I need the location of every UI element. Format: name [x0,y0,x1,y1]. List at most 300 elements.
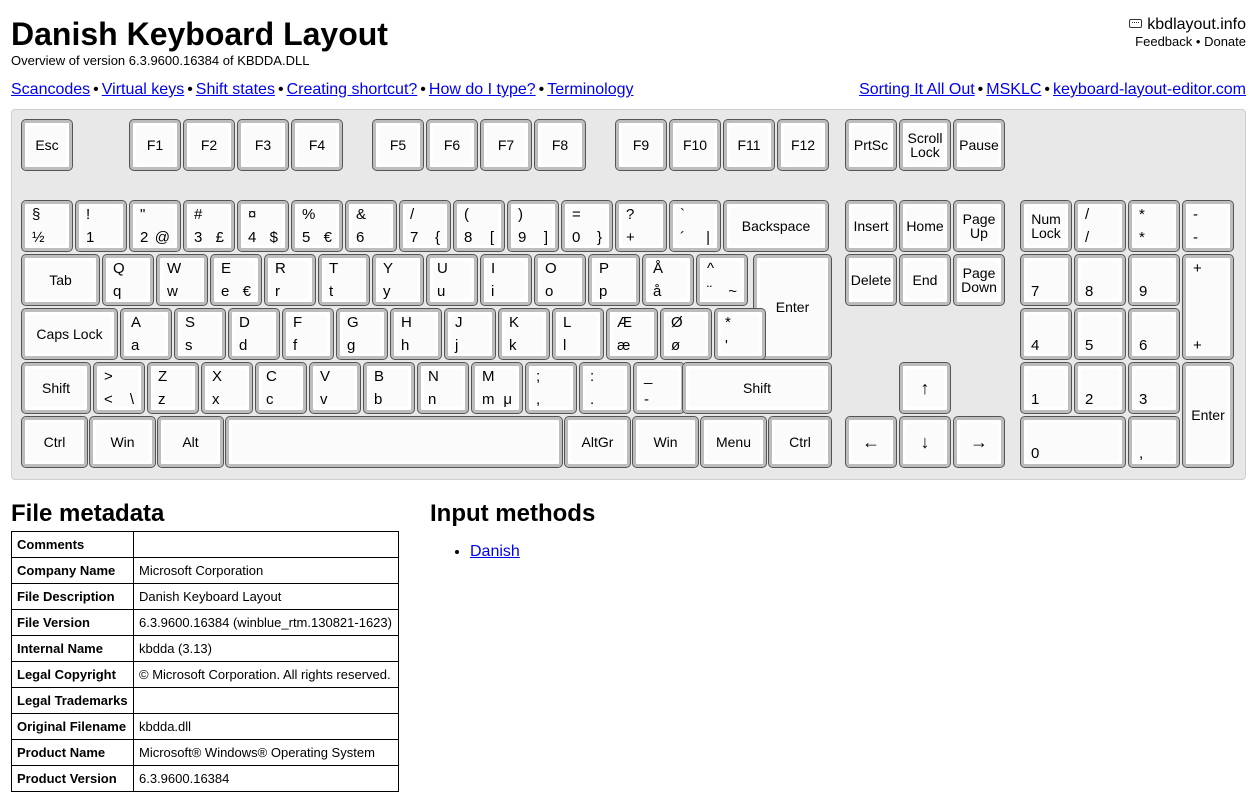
table-row [12,558,399,584]
bullet-separator: • [1044,81,1051,98]
key-7[interactable] [399,200,451,252]
key-legend-br: μ [503,391,512,408]
nav-link-virtual-keys[interactable]: Virtual keys [101,81,185,98]
key-aring[interactable] [642,254,694,306]
key-i[interactable] [480,254,532,306]
key-b[interactable] [363,362,415,414]
key-legend-tl: D [239,314,250,331]
key-f3[interactable] [237,119,289,171]
key-legend-tl: M [482,368,495,385]
key-legend-bl: 5 [302,229,311,246]
key-lt[interactable] [93,362,145,414]
key-legend: 9 [1139,283,1148,300]
key-legend-tl: F [293,314,303,331]
file-metadata-heading: File metadata [11,500,165,527]
key-f6[interactable] [426,119,478,171]
nav-link-shift-states[interactable]: Shift states [195,81,275,98]
key-numpad-add[interactable] [1182,254,1234,360]
key-legend-bl: g [347,337,356,354]
key-d[interactable] [228,308,280,360]
key-arrow-left[interactable] [845,416,897,468]
key-legend: Caps Lock [36,326,103,342]
bullet-separator: • [538,81,545,98]
key-legend-br: { [434,229,440,246]
key-left-shift[interactable] [21,362,91,414]
site-links [1129,33,1246,50]
key-legend: Insert [853,218,889,234]
keyboard-icon [1129,19,1142,28]
key-legend-tl: P [599,260,610,277]
key-f10[interactable] [669,119,721,171]
table-row [12,740,399,766]
key-legend-bl: ´ [680,229,685,246]
key-alt[interactable] [157,416,224,468]
bullet-separator: • [420,81,426,98]
key-legend-bl: å [653,283,662,300]
key-pause[interactable] [953,119,1005,171]
key-numpad-3[interactable] [1128,362,1180,414]
key-legend-bl: n [428,391,437,408]
key-c[interactable] [255,362,307,414]
key-legend-bl: æ [617,337,631,354]
table-row [12,766,399,792]
key-legend-bl: f [293,337,298,354]
key-legend-bl: z [158,391,166,408]
key-legend: Shift [41,380,70,396]
key-legend-tl: Y [383,260,394,277]
key-legend-bl: a [131,337,140,354]
arrow-up-icon: ↑ [920,378,930,398]
key-menu[interactable] [700,416,767,468]
metadata-value [134,532,399,558]
key-cap-face [232,423,556,461]
key-r[interactable] [264,254,316,306]
key-m[interactable] [471,362,523,414]
site-name[interactable]: kbdlayout.info [1147,16,1246,33]
key-numpad-enter[interactable] [1182,362,1234,468]
key-legend: , [1139,445,1144,462]
key-left-ctrl[interactable] [21,416,88,468]
site-brand[interactable] [1129,16,1246,33]
key-legend-tl: A [131,314,142,331]
key-f9[interactable] [615,119,667,171]
key-right-shift[interactable] [682,362,832,414]
metadata-value: Danish Keyboard Layout [134,584,399,610]
key-legend-tl: Å [653,260,664,277]
key-legend-bl: m [482,391,495,408]
key-legend-bl: h [401,337,410,354]
key-f5[interactable] [372,119,424,171]
key-arrow-right[interactable] [953,416,1005,468]
key-legend-tl: R [275,260,286,277]
key-oslash[interactable] [660,308,712,360]
key-section[interactable] [21,200,73,252]
key-ae[interactable] [606,308,658,360]
key-home[interactable] [899,200,951,252]
key-legend: Menu [715,434,752,450]
key-legend-tl: : [590,368,595,385]
key-legend-tl: L [563,314,572,331]
key-legend-tl: C [266,368,277,385]
key-legend-tl: = [572,206,581,223]
key-legend-bl: y [383,283,391,300]
key-legend: + [1193,337,1202,354]
key-p[interactable] [588,254,640,306]
key-o[interactable] [534,254,586,306]
nav-left [11,80,634,100]
key-prtsc[interactable] [845,119,897,171]
key-h[interactable] [390,308,442,360]
key-numpad-5[interactable] [1074,308,1126,360]
key-legend: F9 [632,137,650,153]
key-legend: Page Down [961,265,997,295]
nav-link-terminology[interactable]: Terminology [547,81,634,98]
key-legend-bl: + [626,229,635,246]
arrow-down-icon: ↓ [920,432,930,452]
key-6[interactable] [345,200,397,252]
key-legend: Tab [49,272,72,288]
metadata-key: File Version [12,610,134,636]
key-legend: Win [653,434,678,450]
table-row [12,610,399,636]
key-numpad-9[interactable] [1128,254,1180,306]
key-4[interactable] [237,200,289,252]
key-legend-tl: % [302,206,316,223]
key-left-win[interactable] [89,416,156,468]
key-legend-tl: ) [518,206,523,223]
input-methods-heading: Input methods [430,500,596,527]
key-legend-bl: 2 [140,229,149,246]
key-5[interactable] [291,200,343,252]
metadata-key: Product Name [12,740,134,766]
key-comma[interactable] [525,362,577,414]
key-legend-tl: # [194,206,203,223]
key-numpad-decimal[interactable] [1128,416,1180,468]
key-legend-br: | [706,229,710,246]
key-legend: F3 [254,137,272,153]
metadata-key: File Description [12,584,134,610]
key-numpad-0[interactable] [1020,416,1126,468]
key-num-lock[interactable] [1020,200,1072,252]
input-methods-list [430,542,520,562]
key-legend: Backspace [741,218,811,234]
key-legend: - [1193,229,1198,246]
key-legend: F12 [790,137,816,153]
key-legend: Ctrl [43,434,66,450]
nav-link-how-do-i-type[interactable]: How do I type? [428,81,536,98]
key-numpad-multiply[interactable] [1128,200,1180,252]
key-legend-tl: S [185,314,196,331]
key-legend: F10 [682,137,708,153]
key-e[interactable] [210,254,262,306]
key-numpad-subtract[interactable] [1182,200,1234,252]
key-f7[interactable] [480,119,532,171]
key-legend: End [912,272,938,288]
key-g[interactable] [336,308,388,360]
nav-link-keyboard-layout-editor[interactable]: keyboard-layout-editor.com [1053,81,1246,98]
key-legend-bl: 7 [410,229,419,246]
table-row [12,532,399,558]
bullet-separator: • [93,81,99,98]
key-9[interactable] [507,200,559,252]
key-legend: Alt [182,434,199,450]
key-page-up[interactable] [953,200,1005,252]
key-legend: F5 [389,137,407,153]
key-numpad-7[interactable] [1020,254,1072,306]
key-legend: F8 [551,137,569,153]
key-legend: Num Lock [1031,211,1061,241]
key-caps-lock[interactable] [21,308,118,360]
key-w[interactable] [156,254,208,306]
key-legend-tl: V [320,368,331,385]
key-backspace[interactable] [723,200,829,252]
key-legend-tl: Q [113,260,125,277]
donate-link[interactable]: Donate [1204,34,1246,49]
nav-right [859,80,1246,100]
key-legend-tl: Z [158,368,168,385]
key-numpad-1[interactable] [1020,362,1072,414]
key-tab[interactable] [21,254,100,306]
key-delete[interactable] [845,254,897,306]
key-legend-bl: . [590,391,595,408]
table-row [12,714,399,740]
key-v[interactable] [309,362,361,414]
metadata-value: Microsoft Corporation [134,558,399,584]
key-legend-bl: 0 [572,229,581,246]
bullet-separator: • [187,81,193,98]
key-end[interactable] [899,254,951,306]
key-legend: F2 [200,137,218,153]
key-z[interactable] [147,362,199,414]
key-legend: Home [906,218,944,234]
key-arrow-down[interactable] [899,416,951,468]
key-acute[interactable] [669,200,721,252]
nav-link-scancodes[interactable]: Scancodes [11,81,91,98]
key-apostrophe[interactable] [714,308,766,360]
key-legend: * [1139,229,1145,246]
keyboard-diagram [11,109,1246,480]
metadata-key: Comments [12,532,134,558]
key-legend: F1 [146,137,164,153]
key-legend-tl: N [428,368,439,385]
key-q[interactable] [102,254,154,306]
key-1[interactable] [75,200,127,252]
key-f11[interactable] [723,119,775,171]
key-legend: AltGr [581,434,614,450]
list-item [470,542,520,562]
key-page-down[interactable] [953,254,1005,306]
key-legend-tl: J [455,314,463,331]
key-legend: F11 [737,137,761,153]
metadata-value: kbdda.dll [134,714,399,740]
key-x[interactable] [201,362,253,414]
key-legend-tl: & [356,206,367,223]
key-legend-tl: ¤ [248,206,257,223]
key-legend: 1 [1031,391,1040,408]
arrow-right-icon: → [970,432,988,452]
key-legend-bl: < [104,391,113,408]
key-legend-tl: U [437,260,448,277]
key-legend: PrtSc [853,137,889,153]
key-legend-br: € [323,229,332,246]
key-legend-tl: § [32,206,41,223]
key-a[interactable] [120,308,172,360]
key-legend: Esc [35,137,59,153]
table-row [12,662,399,688]
key-legend: Win [110,434,135,450]
key-legend: 7 [1031,283,1040,300]
key-legend-bl: v [320,391,328,408]
key-legend-tl: " [140,206,146,223]
key-scroll-lock[interactable] [899,119,951,171]
key-legend-bl: ' [725,337,728,354]
key-0[interactable] [561,200,613,252]
key-period[interactable] [579,362,631,414]
key-legend: / [1085,229,1090,246]
key-y[interactable] [372,254,424,306]
key-insert[interactable] [845,200,897,252]
nav-link-msklc[interactable]: MSKLC [986,81,1042,98]
metadata-key: Legal Trademarks [12,688,134,714]
key-legend: F4 [308,137,326,153]
bullet-separator: • [1195,34,1201,49]
key-legend-tl: T [329,260,339,277]
bullet-separator: • [977,81,984,98]
key-legend-tl: > [104,368,113,385]
key-legend: Enter [775,299,810,315]
key-right-win[interactable] [632,416,699,468]
metadata-key: Internal Name [12,636,134,662]
key-legend-br: ] [543,229,548,246]
key-n[interactable] [417,362,469,414]
key-numpad-4[interactable] [1020,308,1072,360]
key-legend: 6 [1139,337,1148,354]
key-legend-tl: ^ [707,260,715,277]
page-title: Danish Keyboard Layout [11,16,388,52]
key-legend-bl: w [167,283,178,300]
key-legend-tl: H [401,314,412,331]
key-legend-tl: E [221,260,232,277]
key-legend: Ctrl [789,434,811,450]
site-header [1129,16,1246,50]
metadata-value: 6.3.9600.16384 (winblue_rtm.130821-1623) [134,610,399,636]
key-legend-bl: o [545,283,554,300]
metadata-value [134,688,399,714]
key-numpad-8[interactable] [1074,254,1126,306]
key-legend-bl: ¨ [707,283,712,300]
key-cap-face [1027,423,1119,461]
key-legend-br: [ [489,229,494,246]
key-legend-tl: G [347,314,359,331]
key-u[interactable] [426,254,478,306]
key-legend-br: ~ [728,283,737,300]
key-arrow-up[interactable] [899,362,951,414]
key-legend-bl: e [221,283,230,300]
key-legend: Page Up [962,211,996,241]
key-legend-tl: _ [644,368,653,385]
key-diaeresis[interactable] [696,254,748,306]
metadata-value: Microsoft® Windows® Operating System [134,740,399,766]
key-legend-tl: W [167,260,182,277]
key-legend-bl: ø [671,337,681,354]
key-legend-bl: c [266,391,274,408]
key-numpad-2[interactable] [1074,362,1126,414]
key-j[interactable] [444,308,496,360]
key-right-ctrl[interactable] [768,416,832,468]
key-legend-bl: , [536,391,541,408]
key-legend-bl: p [599,283,608,300]
key-legend: / [1085,206,1090,223]
key-legend-bl: q [113,283,122,300]
key-legend-br: € [242,283,251,300]
key-legend-bl: 3 [194,229,203,246]
arrow-left-icon: ← [862,432,880,452]
key-legend-tl: X [212,368,223,385]
key-legend-tl: O [545,260,557,277]
table-row [12,636,399,662]
key-2[interactable] [129,200,181,252]
key-legend: F6 [443,137,461,153]
key-legend-bl: x [212,391,220,408]
key-legend-tl: Ø [671,314,683,331]
key-l[interactable] [552,308,604,360]
key-plus[interactable] [615,200,667,252]
nav-link-sorting-it-all-out[interactable]: Sorting It All Out [859,81,975,98]
key-legend-br: $ [269,229,278,246]
key-f[interactable] [282,308,334,360]
key-f12[interactable] [777,119,829,171]
feedback-link[interactable]: Feedback [1135,34,1193,49]
key-altgr[interactable] [564,416,631,468]
key-numpad-divide[interactable] [1074,200,1126,252]
metadata-value: © Microsoft Corporation. All rights reserved. [134,662,399,688]
key-f2[interactable] [183,119,235,171]
key-legend: * [1139,206,1145,223]
key-legend-tl: Æ [617,314,632,331]
key-t[interactable] [318,254,370,306]
key-legend: 5 [1085,337,1094,354]
key-legend: 2 [1085,391,1094,408]
key-numpad-6[interactable] [1128,308,1180,360]
key-f4[interactable] [291,119,343,171]
metadata-key: Company Name [12,558,134,584]
key-legend-bl: i [491,283,495,300]
key-space[interactable] [225,416,563,468]
key-k[interactable] [498,308,550,360]
key-legend-tl: B [374,368,385,385]
key-minus[interactable] [633,362,685,414]
key-legend-bl: u [437,283,446,300]
key-3[interactable] [183,200,235,252]
key-legend: Enter [1191,407,1225,423]
key-legend-tl: ` [680,206,685,223]
key-f1[interactable] [129,119,181,171]
key-esc[interactable] [21,119,73,171]
input-method-link[interactable]: Danish [470,543,520,560]
key-f8[interactable] [534,119,586,171]
key-legend: Delete [850,272,892,288]
key-legend: F7 [497,137,515,153]
key-s[interactable] [174,308,226,360]
key-legend-tl: ( [464,206,469,223]
nav-link-creating-shortcut[interactable]: Creating shortcut? [286,81,418,98]
key-8[interactable] [453,200,505,252]
key-legend-bl: 9 [518,229,527,246]
key-legend-tl: * [725,314,731,331]
table-row [12,584,399,610]
metadata-key: Product Version [12,766,134,792]
page-subtitle: Overview of version 6.3.9600.16384 of KBDDA.DLL [11,53,310,68]
